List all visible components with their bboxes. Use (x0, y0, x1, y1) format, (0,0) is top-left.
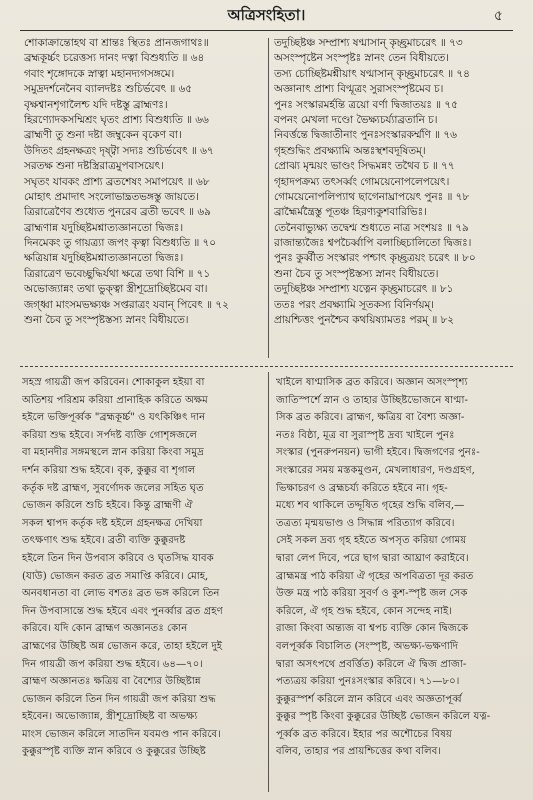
translation-line: বলিব, তাহার পর প্রায়শ্চিত্তের কথা বলিব। (276, 746, 442, 758)
verse-line: উদিতং গ্রহনক্ষত্রং দৃষ্ট্বা সদ্যঃ শুচির্ভবেৎ ॥ ৬৭ (24, 144, 214, 157)
translation-line: অনবধানতা বা লোভ বশতঃ ব্রত ভঙ্গ করিলে তিন (22, 588, 220, 600)
section-divider (20, 366, 513, 367)
translation-line: কুক্কুর স্পৃষ্ট কিংবা কুক্কুরের উচ্ছিষ্ট ভোজন করিলে যত্ন- (276, 711, 491, 723)
translation-line: সহস্র গায়ত্রী জপ করিবেন। শোকাকুল হইয়া বা (22, 377, 205, 388)
verse-line: সরতক্ষ শুনা দষ্টস্ত্রিরাত্রমুপবাসয়েৎ। (24, 160, 164, 173)
verse-column-right (274, 36, 514, 360)
verse-line: জগ্ধ্বা মাংসমভক্ষ্যঞ্চ সপ্তরাত্রং যবান্ পিবেৎ ॥ ৭২ (24, 298, 229, 311)
translation-line: তত্রত্য মৃন্ময়ভাণ্ড ও সিদ্ধান্ন পরিত্যাগ করিবে। (276, 517, 455, 529)
translation-line: ভোজন করিলে শুচি হইবে। কিন্তু ব্রাহ্মণী ঐ (22, 500, 193, 512)
verse-line: অভোজ্যান্নং তথা ভুক্ত্বা স্ত্রীশূদ্রোচ্ছিষ্টমেব বা। (24, 283, 208, 296)
translation-line: পূর্ব্বক ব্রত করিবে। ইহার পর অশৌচের বিষয় (276, 728, 452, 740)
verse-line: বৃক্ষশ্বানশৃগালৈশ্চ যদি দষ্টস্তু ব্রাহ্মণঃ। (24, 98, 168, 111)
translation-column-right (276, 374, 514, 794)
translation-line: কুক্কুরস্পৃষ্ট ব্যক্তি স্নান করিবে ও কুক্কুরের উচ্ছিষ্ট (22, 746, 206, 758)
translation-line: দ্বারা অসৎপথে প্রবর্ত্তিত) করিলে ঐ দ্বিজ প্রাজা- (276, 658, 467, 670)
translation-line: হইবেন। অভোজ্যান্ন, স্ত্রীশূদ্রোচ্ছিষ্ট বা অভক্ষ্য (22, 711, 198, 723)
translation-line: করিবে। যদি কোন ব্রাহ্মণ অজ্ঞানতঃ কোন (22, 623, 188, 635)
verse-line: গৃহাদপক্রম্য তৎসর্ব্বং গোময়েনোপলেপয়েৎ। (274, 175, 450, 188)
verse-line: সঘৃতং যাবকং প্রাশ্য ব্রতশেষং সমাপয়েৎ ॥ ৬৮ (24, 175, 210, 188)
translation-line: দর্শন করিয়া শুদ্ধ হইবে। বৃক, কুক্কুর বা শৃগাল (22, 464, 196, 476)
translation-line: করিয়া শুদ্ধ হইবে। সর্পদষ্ট ব্যক্তি গোশৃঙ্গজলে (22, 429, 197, 441)
verse-line: ক্ষত্রিয়ান্ন যদুচ্ছিষ্টমশ্নাত্যজ্ঞানতো দ্বিজঃ। (24, 252, 184, 265)
verse-line: অজ্ঞানাৎ প্রাশ্য বিণ্মূত্রং সুরাসংস্পৃষ্টমেব চ। (274, 83, 444, 96)
translation-line: হইলে তিন দিন উপবাস করিবে ও ঘৃতসিদ্ধ যাবক (22, 552, 214, 564)
verse-line: প্রায়শ্চিত্তং পুনশ্চৈব কথয়িষ্যামতঃ পরম্ ॥ ৮২ (274, 314, 455, 327)
verse-line: পুনঃ সংস্কারমর্হন্তি ত্রয়ো বর্ণা দ্বিজাতয়ঃ ॥ ৭৫ (274, 98, 458, 111)
verse-line: তদুচ্ছিষ্টঞ্চ সম্প্রাশ্য ষণ্মাসান্ কৃচ্ছ্রমাচরেৎ ॥ ৭৩ (274, 37, 463, 49)
page-number: ৫ (493, 8, 503, 24)
verse-line: বপনং মেখলা দণ্ডো ভৈক্ষ্যচর্য্যাব্রতানি চ। (274, 113, 438, 126)
verse-line: প্রোঝ্য মৃন্ময়ং ভাণ্ডং সিদ্ধমন্নং তথৈব চ ॥ ৭৭ (274, 160, 455, 173)
verse-line: হিরণ্যোদকসম্মিশ্রং ঘৃতং প্রাশ্য বিশুধ্যতি ॥ ৬৬ (24, 113, 209, 126)
page-header (0, 0, 533, 30)
verse-line: দিনমেকং তু গায়ত্র্যা জপং কৃত্বা বিশুধ্যতি ॥ ৭০ (24, 237, 217, 250)
translation-line: জাতিস্পর্শে স্নান ও তাহার উচ্ছিষ্টভোজনে ষাণ্মা- (276, 394, 468, 406)
header-rule (20, 30, 513, 31)
translation-line: হইলে ভক্তিপূর্ব্বক "ব্রহ্মকূর্চ্চ" ও যৎকিঞ্চিৎ দান (22, 412, 206, 424)
verse-line: তেনৈবাভ্যুক্ষ্য তদ্বেশ্ম শুধ্যতে নাত্র সংশয়ঃ ॥ ৭৯ (274, 221, 469, 234)
verse-line: ব্রাহ্মণান্ন যদুচ্ছিষ্টমশ্নাত্যজ্ঞানতো দ্বিজঃ। (24, 221, 184, 234)
translation-column-left (22, 374, 262, 794)
verse-line: মোহাৎ প্রমাদাৎ সংলোভাদ্ব্রতভঙ্গস্তু জায়তে। (24, 190, 199, 203)
translation-line: দ্বারা লেপ দিবে, পরে ছাগ দ্বারা আঘ্রাণ করাইবে। (276, 552, 469, 564)
translation-line: উক্ত মন্ত্র পাঠ করিয়া সুবর্ণ ও কুশ-স্পৃষ্ট জল সেক (276, 588, 468, 600)
verse-line: ত্রিরাত্রেণ ভবেচ্ছুদ্ধির্যথা ক্ষত্রে তথা বিশি ॥ ৭১ (24, 267, 211, 280)
translation-line: সংস্কার (পুনরুপনয়ন) ভাগী হইবে। দ্বিজগণের পুনঃ- (276, 447, 480, 459)
translation-line: অতিশয় পরিশ্রম করিয়া প্রানাহিক করিতে অক্ষম (22, 394, 208, 406)
translation-line: ব্রাহ্মণ অজ্ঞানতঃ ক্ষত্রিয় বা বৈশ্যের উচ্ছিষ্টান্ন (22, 676, 201, 688)
verse-line: অসংস্পৃষ্টেন সংস্পৃষ্টঃ স্নানং তেন বিধীয়তে। (274, 52, 449, 65)
verse-column-divider (268, 38, 269, 358)
translation-line: কুক্কুরস্পর্শ করিলে স্নান করিবে এবং অজ্ঞতাপূর্ব্ব (276, 693, 462, 705)
verse-line: শুনা চৈব তু সংস্পৃষ্টস্তস্য স্নানং বিধীয়তে। (24, 314, 189, 327)
translation-line: নতঃ বিষ্ঠা, মূত্র বা সুরাস্পৃষ্ট দ্রব্য খাইলে পুনঃ (276, 429, 455, 441)
verse-line: তস্য চোচ্ছিষ্টমশ্নীয়াৎ ষণ্মাসান্ কৃচ্ছ্রমাচরেৎ ॥ ৭৪ (274, 67, 470, 80)
translation-line: বলপূর্ব্বক বিচালিত (সংস্পৃষ্ট, অভক্ষ্য-ভক্ষণাদি (276, 640, 459, 652)
verse-line: ব্রহ্মকূর্চ্চং চরেত্তস্য দানং দত্বা বিশুধ্যতি ॥ ৬৪ (24, 52, 205, 65)
translation-line: সকল শ্বাপদ কর্তৃক দষ্ট হইলে গ্রহনক্ষত্র দেখিয়া (22, 517, 203, 529)
translation-line: পত্যত্রয় করিয়া পুনঃসংস্কার করিবে। ৭১—৮০। (276, 676, 460, 688)
verse-line: সমুদ্রদর্শনেনৈব ব্যালদষ্টঃ শুচির্ভবেৎ ॥ ৬৫ (24, 83, 193, 96)
verse-line: গোময়েনোপলিপ্যাথ ছাগেনাঘ্রাপয়েৎ পুনঃ ॥ ৭৮ (274, 190, 470, 203)
verse-line: গৃহশুদ্ধিং প্রবক্ষ্যামি অন্তঃস্থশবদূষিতম্। (274, 144, 426, 157)
verse-line: ততঃ পরং প্রবক্ষ্যামি সূতকস্য বিনির্ণয়ম্। (274, 298, 434, 311)
translation-column-divider (268, 372, 269, 792)
translation-line: ব্রাহ্মমন্ত্র পাঠ করিয়া ঐ গৃহের অপবিত্রতা দূর করত (276, 570, 474, 582)
translation-line: রাজা কিংবা অন্ত্যজ বা শ্বপচ ব্যক্তি কোন দ্বিজকে (276, 623, 469, 635)
translation-line: করিলে, ঐ গৃহ শুদ্ধ হইবে, কোন সন্দেহ নাই। (276, 605, 452, 617)
translation-line: (যাউ) ভোজন করত ব্রত সমাপ্তি করিবে। মোহ, (22, 570, 209, 582)
verse-line: গবাং শৃঙ্গোদকে স্নাত্বা মহানদ্যগসঙ্গমে। (24, 67, 175, 80)
verse-line: শুনা চৈব তু সংস্পৃষ্টস্তস্য স্নানং বিধীয়তে। (274, 267, 439, 280)
translation-line: মধ্যে শব থাকিলে তদ্দূষিত গৃহের শুদ্ধি বলিব,— (276, 500, 465, 512)
translation-line: তৎক্ষণাৎ শুদ্ধ হইবে। ব্রতী ব্যক্তি কুক্কুরদষ্ট (22, 535, 186, 547)
verse-line: ব্রাহ্মণী তু শুনা দষ্টা জম্বুকেন বৃকেণ বা। (24, 129, 182, 142)
translation-line: সেই সকল দ্রব্য গৃহ হইতে অপসৃত করিয়া গোময় (276, 535, 467, 547)
verse-line: পুনঃ কুর্ব্বীত সংস্কারং পশ্চাৎ কৃচ্ছ্রত্রয়ং চরেৎ ॥ ৮০ (274, 252, 476, 265)
verse-line: ত্রিরাত্রেণৈব শুধ্যেত পুনরেব ব্রতী ভবেৎ ॥ ৬৯ (24, 206, 211, 219)
translation-line: ভোজন করিলে তিন দিন গায়ত্রী জপ করিয়া শুদ্ধ (22, 693, 216, 705)
verse-line: রাজান্ত্যজৈঃ শ্বপচৈর্ব্বাপি বলাচ্ছিচালিতো দ্বিজঃ। (274, 237, 472, 250)
translation-line: খাইলে ষাণ্মাসিক ব্রত করিবে। অজ্ঞান অসংস্পৃশ্য (276, 377, 468, 388)
verse-line: শোকাক্রান্তোহথ বা শ্রান্তঃ স্থিতঃ প্রানজগাথঃ॥ (24, 37, 209, 49)
translation-line: সংস্কারের সময় মস্তকমুণ্ডন, মেখলাধারণ, দণ্ডগ্রহণ, (276, 464, 475, 476)
verse-line: ব্রাহ্মৈর্মন্ত্রৈস্তু পূতঞ্চ হিরণ্যকুশবারিভিঃ। (274, 206, 427, 219)
translation-line: মাংস ভোজন করিলে সাতদিন যবমণ্ড পান করিবে। (22, 728, 221, 740)
verse-line: নিবর্ত্তন্তে দ্বিজাতীনাং পুনঃসংস্কারকর্ম্মণি ॥ ৭৬ (274, 129, 457, 142)
verse-column-left (24, 36, 262, 360)
translation-line: দিন গায়ত্রী জপ করিয়া শুদ্ধ হইবে। ৬৪—৭০। (22, 658, 204, 670)
running-title: অত্রিসংহিতা। (227, 6, 306, 24)
translation-line: বা মহানদীর সঙ্গমস্থলে স্নান করিয়া কিংবা সমুদ্র (22, 447, 204, 459)
translation-line: ভিক্ষাচরণ ও ব্রহ্মচর্য্য করিতে হইবে না। গৃহ- (276, 482, 448, 494)
translation-line: কর্তৃক দষ্ট ব্রাহ্মণ, সুবর্ণোদক জলের সহিত ঘৃত (22, 482, 204, 494)
translation-line: দিন উপবাসান্তে শুদ্ধ হইবে এবং পুনর্ব্বার ব্রত গ্রহণ (22, 605, 223, 617)
translation-line: সিক ব্রত করিবে। ব্রাহ্মণ, ক্ষত্রিয় বা বৈশ্য অজ্ঞা- (276, 412, 465, 424)
verse-line: তদুচ্ছিষ্টঞ্চ সম্প্রাশ্য যত্নেন কৃচ্ছ্রমাচরেৎ ॥ ৮১ (274, 283, 454, 296)
translation-line: ব্রাহ্মণের উচ্ছিষ্ট অন্ন ভোজন করে, তাহা হইলে দুই (22, 640, 223, 652)
